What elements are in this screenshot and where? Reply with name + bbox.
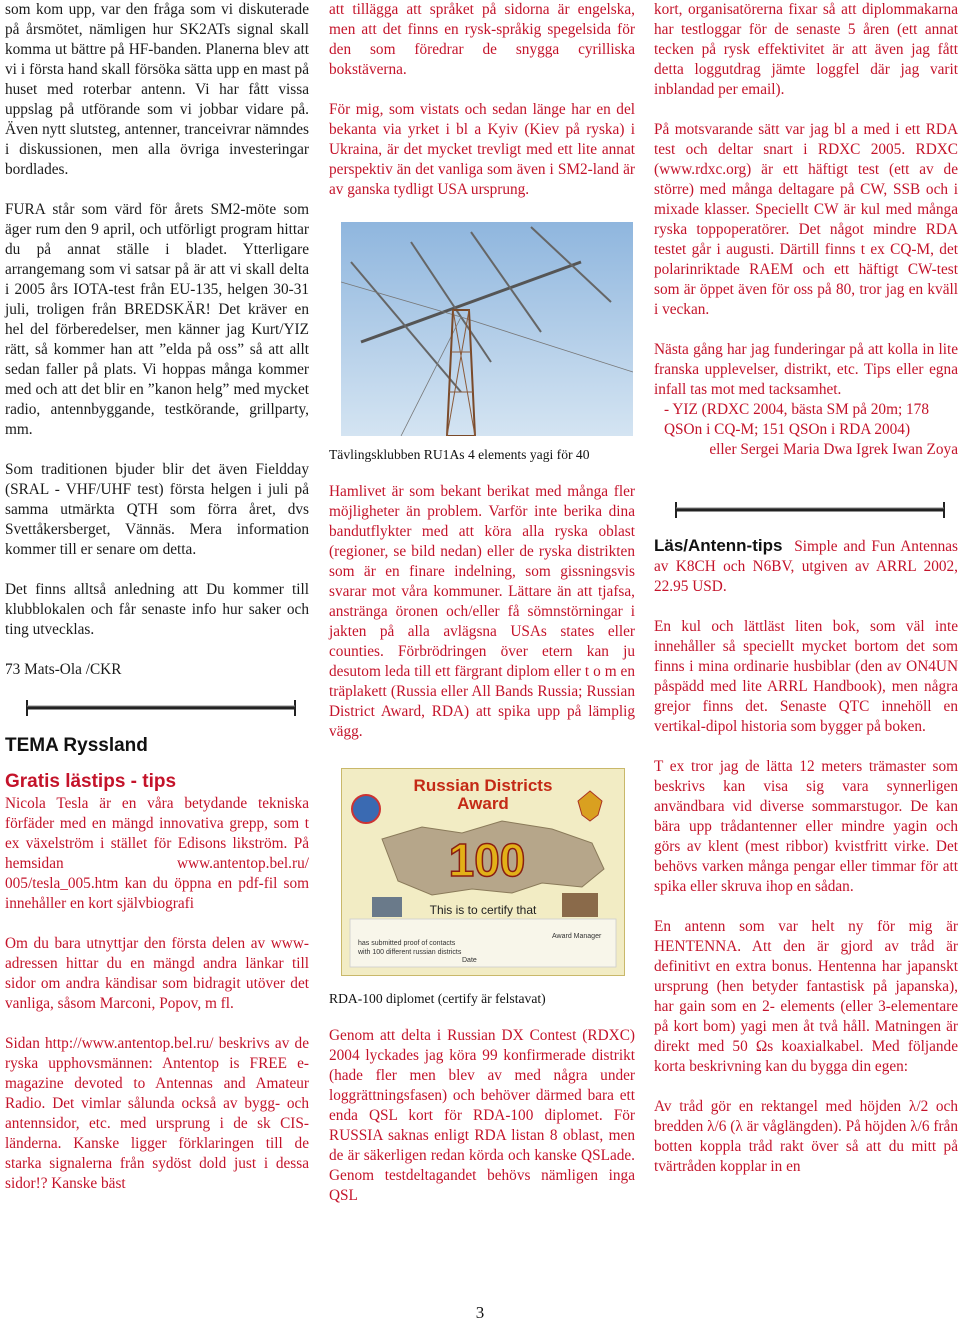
paragraph: FURA står som värd för årets SM2-möte som äger rum den 9 april, och utförligt program hittar du på annat ställe i bladet. Ytterligare arrangemang som vi satsar på är att vi skall delta i 2005 års IOTA-test från EU-135, helgen 30-31 juli, troligen från BREDSKÄR! Det kräver en hel del förberedelser, men känner jag Kurt/YIZ rätt, så kommer han att ”elda på oss” så att allt sedan faller på plats. Vi hoppas många kommer med och att det blir en ”kanon helg” med mycket radio, antennbyggande, testkörande, grillparty, mm. [5, 201, 309, 438]
photo-caption: Tävlingsklubben RU1As 4 elements yagi för 40 [329, 447, 590, 462]
column-2 [329, 0, 635, 1206]
paragraph: Av tråd gör en rektangel med höjden λ/2 och bredden λ/6 (λ är våglängden). På höjden λ/6 från botten koppla tråd rakt över så att du mitt på tvärtråden kopplar in en [654, 1098, 958, 1175]
photo-caption: RDA-100 diplomet (certify är felstavat) [329, 991, 546, 1006]
antenna-divider-icon [5, 688, 309, 732]
paragraph: som kom upp, var den fråga som vi diskuterade på årsmötet, nämligen hur SK2ATs signal skall komma ut bättre på HF-banden. Planerna blev att vi i första hand skall försöka sätta upp en mast på huset med roterbar antenn. Vi har fått vissa uppslag på utförande som vi jobbar vidare på. Även nytt slutsteg, antenner, tranceivrar nämndes i diskussionen, men alla övriga investeringar bordlades. [5, 1, 309, 178]
signature-line-2: eller Sergei Maria Dwa Igrek Iwan Zoya [709, 441, 958, 458]
paragraph: På motsvarande sätt var jag bl a med i ett RDA test och deltar snart i RDXC 2005. RDXC (www.rdxc.org) är ett häftigt test (ett av de större) med många deltagare på CW, SSB och i mixade klasser. Speciellt CW är kul med många ryska toppoperatörer. Det något mindre RDA testet går i augusti. Därtill finns t ex CQ-M, det polarinriktade RAEM och ett häftigt CW-test som är öppet även för oss på 80, tror jag en kväll i veckan. [654, 121, 958, 318]
column-1 [5, 0, 309, 1194]
award-manager-label: Award Manager [552, 933, 602, 940]
column-3 [654, 0, 958, 1177]
award-date-label: Date [462, 957, 477, 964]
award-number: 100 [448, 834, 526, 886]
paragraph: En antenn som var helt ny för mig är HENTENNA. Att den är gjord av tråd är definitivt en extra bonus. Hentenna har japanskt ursprung (hen betyder fantastisk på japanska), har gain som en 2- elements (eller 3-elementare på kort bom) yagi men åt två håll. Matningen är direkt med 50 Ωs koaxialkabel. Med följande korta beskrivning kan du bygga din egen: [654, 918, 958, 1075]
paragraph: Om du bara utnyttjar den första delen av www-adressen hittar du en mängd andra länkar till sidor om andra kändisar som bidragit utöver det vanliga, såsom Marconi, Popov, m fl. [5, 935, 309, 1012]
antenna-divider-icon [654, 490, 958, 534]
page-number: 3 [475, 1303, 485, 1322]
paragraph: Genom att delta i Russian DX Contest (RDXC) 2004 lyckades jag köra 99 konfirmerade distrikt (hade fler men blev av med några under loggrättningsfasen) och behöver därmed bara ett enda QSL kort för RDA-100 diplomet. För RUSSIA saknas enligt RDA listan 8 oblast, men de är säkerligen redan körda och kanske QSLade. Genom testdeltagandet behövs nämligen inga QSL [329, 1027, 635, 1204]
award-title [402, 777, 564, 813]
paragraph: Det finns alltså anledning att Du kommer till klubblokalen och får senaste info hur saker och ting utvecklas. [5, 581, 309, 638]
award-title-line-2: Award [457, 794, 509, 813]
paragraph: Nicola Tesla är en våra betydande tekniska förfäder med en mängd innovativa grepp, som t ex växelström i stället för Edisons likström. På hemsidan www.antentop.bel.ru/ 005/tesla_005.htm kan du öppna en pdf-fil som innehåller en kort självbiografi [5, 795, 309, 912]
paragraph: Hamlivet är som bekant berikat med många fler möjligheter än problem. Varför inte berika dina bandutflykter med att köra alla ryska oblast (regioner, se bild nedan) eller de ryska distrikten som är en finare indelning, som gissningsvis svarar mot våra kommuner. Lättare än att tjafsa, anstränga öronen och/eller få sömnstörningar i jakten på alla avlägsna USAs states eller counties. Förbrödringen över etern kan ju desutom leda till ett färgrant diplom eller t o m en träplakett (Russia eller All Bands Russia; Russian District Award, RDA) att spika upp på lämplig vägg. [329, 483, 635, 740]
tesla-heading: Gratis lästips - tips [5, 771, 177, 792]
theme-heading: TEMA Ryssland [5, 735, 148, 756]
paragraph: T ex tror jag de lätta 12 meters trämaster som beskrivs kan visa sig vara synnerligen användbara vid diverse sommarstugor. De kan bära upp trådantenner eller mindre yagin och görs av klent (mest ribbor) kvistfritt virke. Det behövs varken många pengar eller timmar för att spika eller skruva ihop en sådan. [654, 758, 958, 895]
paragraph: Sidan http://www.antentop.bel.ru/ beskrivs av de ryska upphovsmännen: Antentop is FREE e-magazine devoted to Antennas and Amateur Radio. Det vimlar sålunda också av bygg- och antennsidor, etc. med ursprung i de sk CIS-länderna. Kanske ligger förklaringen till de starka signalerna från sydöst dold just i dessa sidor!? Kanske bäst [5, 1035, 309, 1192]
yagi-antenna-photo [341, 222, 633, 436]
award-title-line-1: Russian Districts [413, 776, 553, 795]
award-small-text [358, 939, 548, 957]
paragraph: En kul och lättläst liten bok, som väl inte innehåller så speciellt mycket bortom det som finns i mina ordinarie husbiblar (den av ON4UN påspädd med lite ARRL Handbook), men några grejor finns det. Senaste QTC innehöll en vertikal-dipol historia som bygger på boken. [654, 618, 958, 735]
book-tip-text: Simple and Fun Antennas av K8CH och N6BV, utgiven av ARRL 2002, 22.95 USD. [654, 538, 958, 595]
award-small-line-1: has submitted proof of contacts [358, 940, 456, 947]
signature: 73 Mats-Ola /CKR [5, 661, 122, 678]
paragraph: att tillägga att språket på sidorna är engelska, men att det finns en rysk-språkig spegelsida för den som föredrar de snygga cyrilliska bokstäverna. [329, 1, 635, 78]
paragraph: För mig, som vistats och sedan länge har en del bekanta via yrket i bl a Kyiv (Kiev på ryska) i Ukraina, är det mycket trevligt med ett lite annat perspektiv än det vanliga som även i SM2-land är av ganska tydligt USA ursprung. [329, 101, 635, 198]
antenna-tips-heading: Läs/Antenn-tips [654, 536, 783, 555]
award-certify-text: This is to certify that [429, 903, 537, 917]
paragraph: Som traditionen bjuder blir det även Fieldday (SRAL - VHF/UHF test) första helgen i juli på samma utmärkta QTH som förra året, dvs Svettåkersberget, Vännäs. Mera information kommer till er senare om detta. [5, 461, 309, 558]
paragraph: kort, organisatörerna fixar så att diplommakarna har testloggar för de senaste 5 åren (ett annat tecken på rysk effektivitet är att även jag fått detta loggutdrag jämte loggfel där jag varit inblandad per email). [654, 1, 958, 98]
signature-line-1: - YIZ (RDXC 2004, bästa SM på 20m; 178 QSOn i CQ-M; 151 QSOn i RDA 2004) [664, 401, 929, 438]
rda-award-image [341, 768, 625, 976]
book-tip-paragraph [654, 536, 958, 597]
paragraph: Nästa gång har jag funderingar på att kolla in lite franska upplevelser, distrikt, etc. Tips eller egna infall tas mot med tacksamhet. [654, 341, 958, 398]
award-small-line-2: with 100 different russian districts [358, 949, 462, 956]
